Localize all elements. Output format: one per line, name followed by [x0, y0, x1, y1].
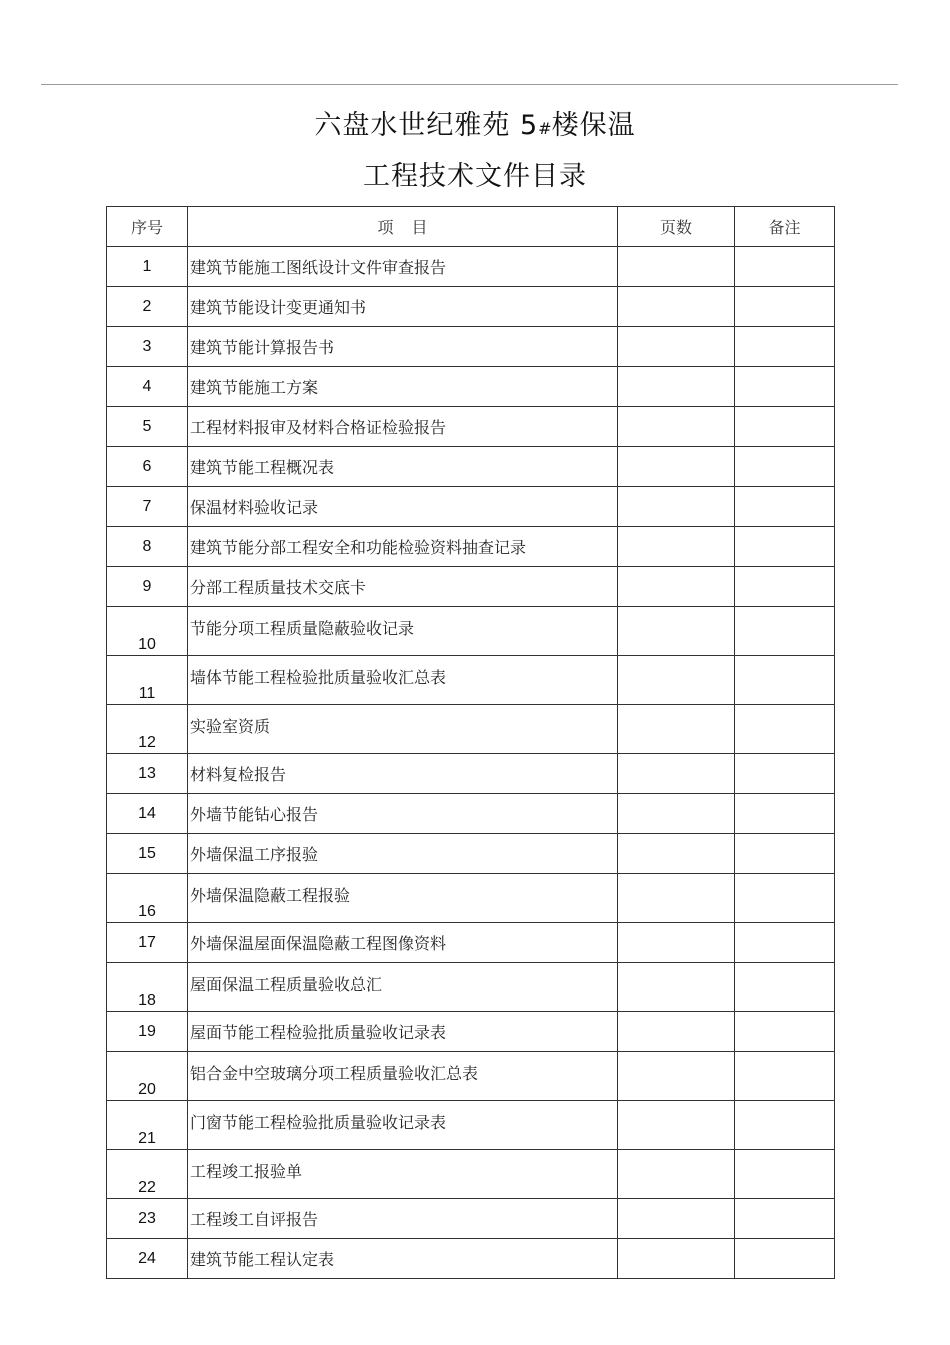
row-pages — [618, 656, 735, 705]
row-item: 屋面保温工程质量验收总汇 — [188, 963, 618, 1012]
table-row — [107, 447, 835, 487]
table-row — [107, 287, 835, 327]
row-number: 21 — [107, 1101, 188, 1150]
row-item: 节能分项工程质量隐蔽验收记录 — [188, 607, 618, 656]
row-number: 23 — [107, 1199, 188, 1239]
table-row — [107, 794, 835, 834]
row-item: 外墙保温隐蔽工程报验 — [188, 874, 618, 923]
table-header-row — [107, 207, 835, 247]
row-remarks — [735, 527, 835, 567]
table-row — [107, 1150, 835, 1199]
row-pages — [618, 874, 735, 923]
document-title — [0, 104, 950, 151]
table-row — [107, 834, 835, 874]
row-item: 建筑节能工程认定表 — [188, 1239, 618, 1279]
row-item: 外墙保温工序报验 — [188, 834, 618, 874]
row-item: 建筑节能分部工程安全和功能检验资料抽查记录 — [188, 527, 618, 567]
table-row — [107, 607, 835, 656]
row-remarks — [735, 834, 835, 874]
table-row — [107, 923, 835, 963]
row-item: 材料复检报告 — [188, 754, 618, 794]
row-item: 门窗节能工程检验批质量验收记录表 — [188, 1101, 618, 1150]
row-number: 4 — [107, 367, 188, 407]
row-item: 铝合金中空玻璃分项工程质量验收汇总表 — [188, 1052, 618, 1101]
table-row — [107, 327, 835, 367]
row-remarks — [735, 367, 835, 407]
row-item: 实验室资质 — [188, 705, 618, 754]
row-pages — [618, 327, 735, 367]
row-remarks — [735, 705, 835, 754]
row-number: 1 — [107, 247, 188, 287]
row-pages — [618, 1101, 735, 1150]
row-remarks — [735, 487, 835, 527]
row-number: 13 — [107, 754, 188, 794]
row-item: 建筑节能施工方案 — [188, 367, 618, 407]
row-remarks — [735, 963, 835, 1012]
title-part2: 楼保温 — [551, 110, 636, 141]
row-pages — [618, 247, 735, 287]
table-row — [107, 527, 835, 567]
row-pages — [618, 407, 735, 447]
row-number: 15 — [107, 834, 188, 874]
row-remarks — [735, 754, 835, 794]
table-row — [107, 1101, 835, 1150]
header-remarks: 备注 — [735, 207, 835, 247]
row-pages — [618, 1199, 735, 1239]
row-remarks — [735, 656, 835, 705]
row-remarks — [735, 1239, 835, 1279]
title-hash: # — [538, 119, 552, 138]
row-number: 17 — [107, 923, 188, 963]
row-pages — [618, 447, 735, 487]
table-row — [107, 1012, 835, 1052]
row-number: 7 — [107, 487, 188, 527]
table-row — [107, 567, 835, 607]
table-row — [107, 1052, 835, 1101]
row-remarks — [735, 794, 835, 834]
row-remarks — [735, 1150, 835, 1199]
row-item: 外墙节能钻心报告 — [188, 794, 618, 834]
row-item: 工程材料报审及材料合格证检验报告 — [188, 407, 618, 447]
row-number: 16 — [107, 874, 188, 923]
table-row — [107, 487, 835, 527]
header-item-label: 项目 — [377, 218, 446, 237]
row-pages — [618, 963, 735, 1012]
table-row — [107, 705, 835, 754]
row-item: 建筑节能计算报告书 — [188, 327, 618, 367]
row-number: 2 — [107, 287, 188, 327]
row-remarks — [735, 1101, 835, 1150]
header-rule — [41, 84, 898, 85]
row-item: 建筑节能设计变更通知书 — [188, 287, 618, 327]
row-remarks — [735, 567, 835, 607]
title-part1: 六盘水世纪雅苑 5 — [314, 110, 539, 141]
row-pages — [618, 607, 735, 656]
row-item: 外墙保温屋面保温隐蔽工程图像资料 — [188, 923, 618, 963]
row-remarks — [735, 1012, 835, 1052]
row-number: 8 — [107, 527, 188, 567]
document-subtitle: 工程技术文件目录 — [363, 161, 587, 192]
row-pages — [618, 1012, 735, 1052]
contents-table — [106, 206, 835, 1279]
table-row — [107, 874, 835, 923]
row-remarks — [735, 247, 835, 287]
row-number: 11 — [107, 656, 188, 705]
row-remarks — [735, 1052, 835, 1101]
row-remarks — [735, 874, 835, 923]
table-row — [107, 1239, 835, 1279]
row-item: 屋面节能工程检验批质量验收记录表 — [188, 1012, 618, 1052]
row-pages — [618, 527, 735, 567]
row-pages — [618, 923, 735, 963]
row-pages — [618, 705, 735, 754]
table-row — [107, 963, 835, 1012]
table-row — [107, 754, 835, 794]
table-row — [107, 656, 835, 705]
table-row — [107, 1199, 835, 1239]
row-item: 建筑节能施工图纸设计文件审查报告 — [188, 247, 618, 287]
row-item: 墙体节能工程检验批质量验收汇总表 — [188, 656, 618, 705]
header-item — [188, 207, 618, 247]
row-pages — [618, 794, 735, 834]
row-pages — [618, 1239, 735, 1279]
row-remarks — [735, 447, 835, 487]
row-remarks — [735, 327, 835, 367]
row-number: 5 — [107, 407, 188, 447]
row-number: 22 — [107, 1150, 188, 1199]
row-item: 工程竣工报验单 — [188, 1150, 618, 1199]
row-number: 19 — [107, 1012, 188, 1052]
row-number: 20 — [107, 1052, 188, 1101]
row-item: 保温材料验收记录 — [188, 487, 618, 527]
row-remarks — [735, 1199, 835, 1239]
table-row — [107, 407, 835, 447]
row-pages — [618, 754, 735, 794]
row-number: 6 — [107, 447, 188, 487]
row-number: 24 — [107, 1239, 188, 1279]
row-pages — [618, 367, 735, 407]
header-no: 序号 — [107, 207, 188, 247]
row-item: 建筑节能工程概况表 — [188, 447, 618, 487]
row-number: 3 — [107, 327, 188, 367]
row-number: 10 — [107, 607, 188, 656]
row-pages — [618, 1052, 735, 1101]
header-pages: 页数 — [618, 207, 735, 247]
table-row — [107, 247, 835, 287]
row-pages — [618, 834, 735, 874]
row-number: 12 — [107, 705, 188, 754]
row-pages — [618, 487, 735, 527]
table-body — [107, 247, 835, 1279]
row-remarks — [735, 607, 835, 656]
row-pages — [618, 1150, 735, 1199]
table-row — [107, 367, 835, 407]
row-number: 14 — [107, 794, 188, 834]
row-number: 18 — [107, 963, 188, 1012]
row-remarks — [735, 287, 835, 327]
row-item: 分部工程质量技术交底卡 — [188, 567, 618, 607]
row-pages — [618, 567, 735, 607]
row-pages — [618, 287, 735, 327]
row-item: 工程竣工自评报告 — [188, 1199, 618, 1239]
row-number: 9 — [107, 567, 188, 607]
row-remarks — [735, 923, 835, 963]
row-remarks — [735, 407, 835, 447]
